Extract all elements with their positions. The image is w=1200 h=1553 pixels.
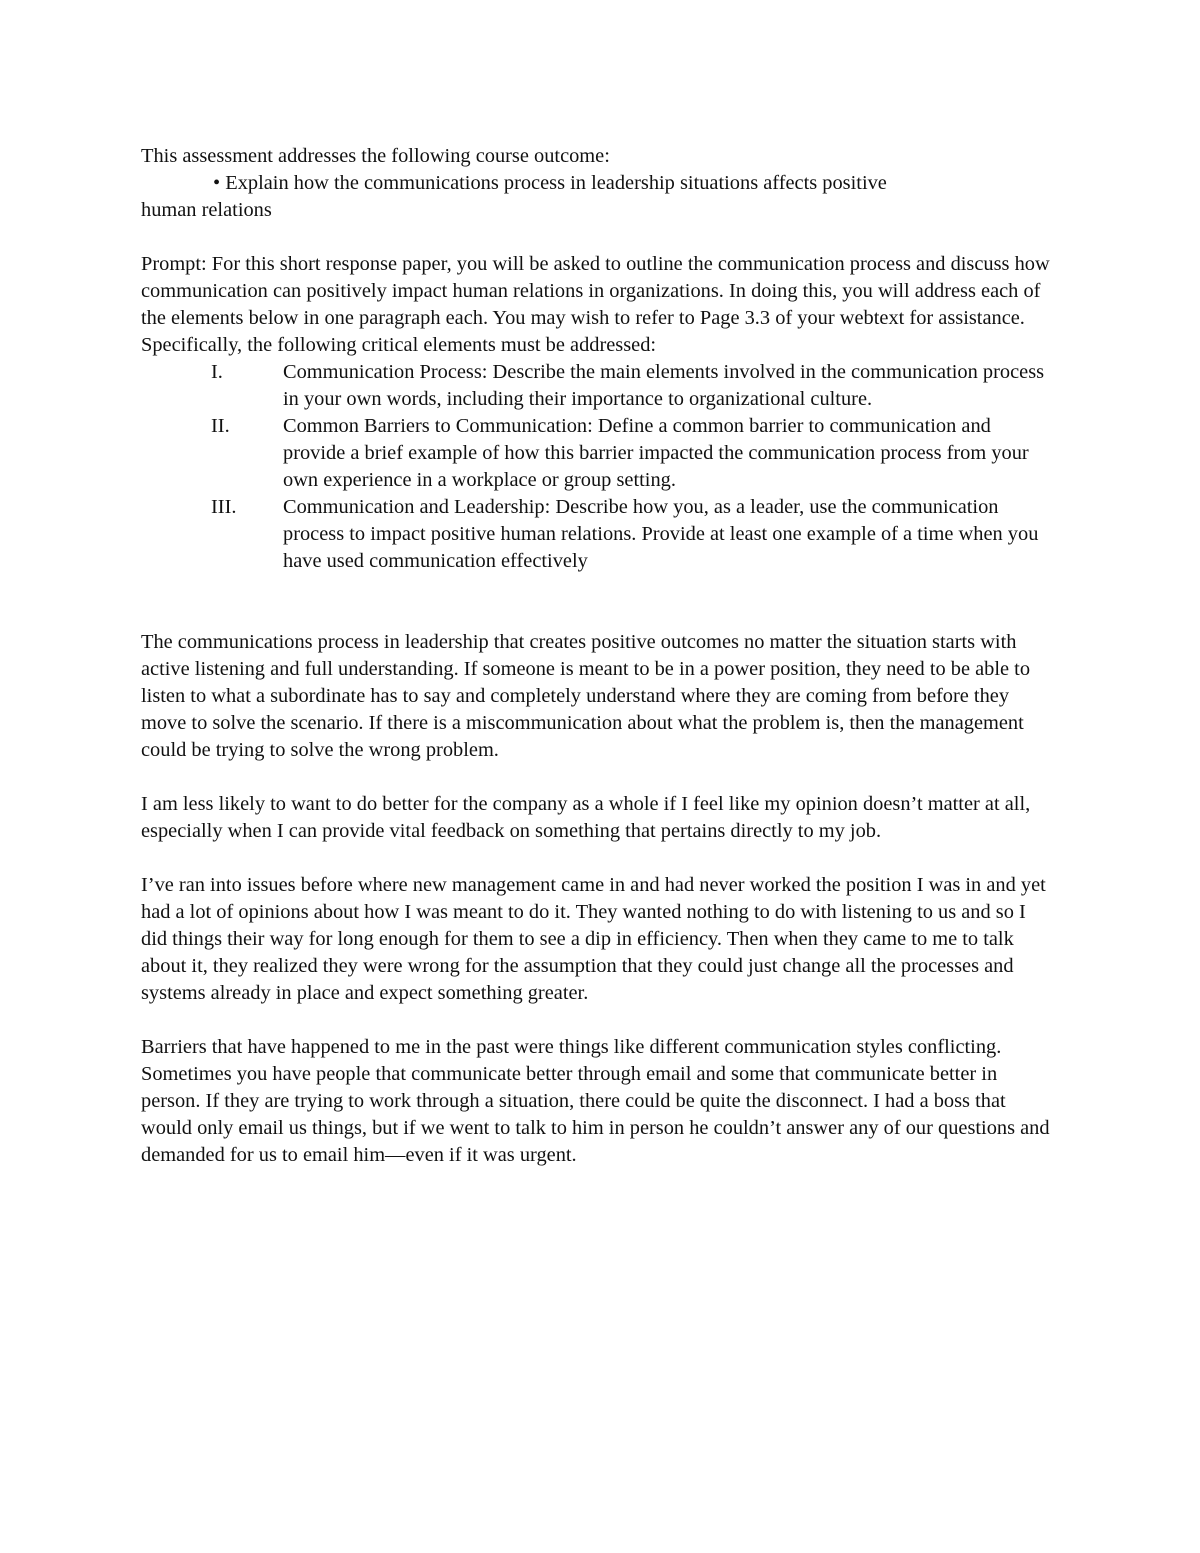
element-text: Communication Process: Describe the main elements involved in the communication process in your own words, including their importance to organizational culture. (283, 361, 1045, 410)
critical-elements-list (141, 359, 1056, 575)
response-paragraph: I am less likely to want to do better for the company as a whole if I feel like my opinion doesn’t matter at all, especially when I can provide vital feedback on something that pertains directly to my job. (141, 793, 1031, 842)
outcome-bullet-continuation: human relations (141, 199, 272, 221)
element-numeral: I. (211, 361, 223, 383)
outcome-intro: This assessment addresses the following course outcome: (141, 145, 610, 167)
document-body (141, 143, 1056, 1169)
outcome-bullet-text: Explain how the communications process in leadership situations affects positive (225, 172, 887, 194)
element-numeral: III. (211, 496, 237, 518)
bullet-symbol: • (213, 172, 221, 194)
element-text: Communication and Leadership: Describe how you, as a leader, use the communication process to impact positive human relations. Provide at least one example of a time when you have used communication effectively (283, 496, 1039, 572)
outcome-bullet (141, 170, 1056, 197)
element-numeral: II. (211, 415, 230, 437)
prompt-paragraph: Prompt: For this short response paper, you will be asked to outline the communication process and discuss how communication can positively impact human relations in organizations. In doing this, you will address each of the elements below in one paragraph each. You may wish to refer to Page 3.3 of your webtext for assistance. Specifically, the following critical elements must be addressed: (141, 253, 1050, 356)
critical-element (141, 359, 1056, 413)
response-paragraph: I’ve ran into issues before where new management came in and had never worked the position I was in and yet had a lot of opinions about how I was meant to do it. They wanted nothing to do with listening to us and so I did things their way for long enough for them to see a dip in efficiency. Then when they came to me to talk about it, they realized they were wrong for the assumption that they could just change all the processes and systems already in place and expect something greater. (141, 874, 1046, 1004)
response-paragraph: The communications process in leadership that creates positive outcomes no matter the situation starts with active listening and full understanding. If someone is meant to be in a power position, they need to be able to listen to what a subordinate has to say and completely understand where they are coming from before they move to solve the scenario. If there is a miscommunication about what the problem is, then the management could be trying to solve the wrong problem. (141, 631, 1031, 761)
response-paragraph: Barriers that have happened to me in the past were things like different communication styles conflicting. Sometimes you have people that communicate better through email and some that communicate better in person. If they are trying to work through a situation, there could be quite the disconnect. I had a boss that would only email us things, but if we went to talk to him in person he couldn’t answer any of our questions and demanded for us to email him—even if it was urgent. (141, 1036, 1050, 1166)
element-text: Common Barriers to Communication: Define a common barrier to communication and provide a brief example of how this barrier impacted the communication process from your own experience in a workplace or group setting. (283, 415, 1029, 491)
critical-element (141, 494, 1056, 575)
critical-element (141, 413, 1056, 494)
